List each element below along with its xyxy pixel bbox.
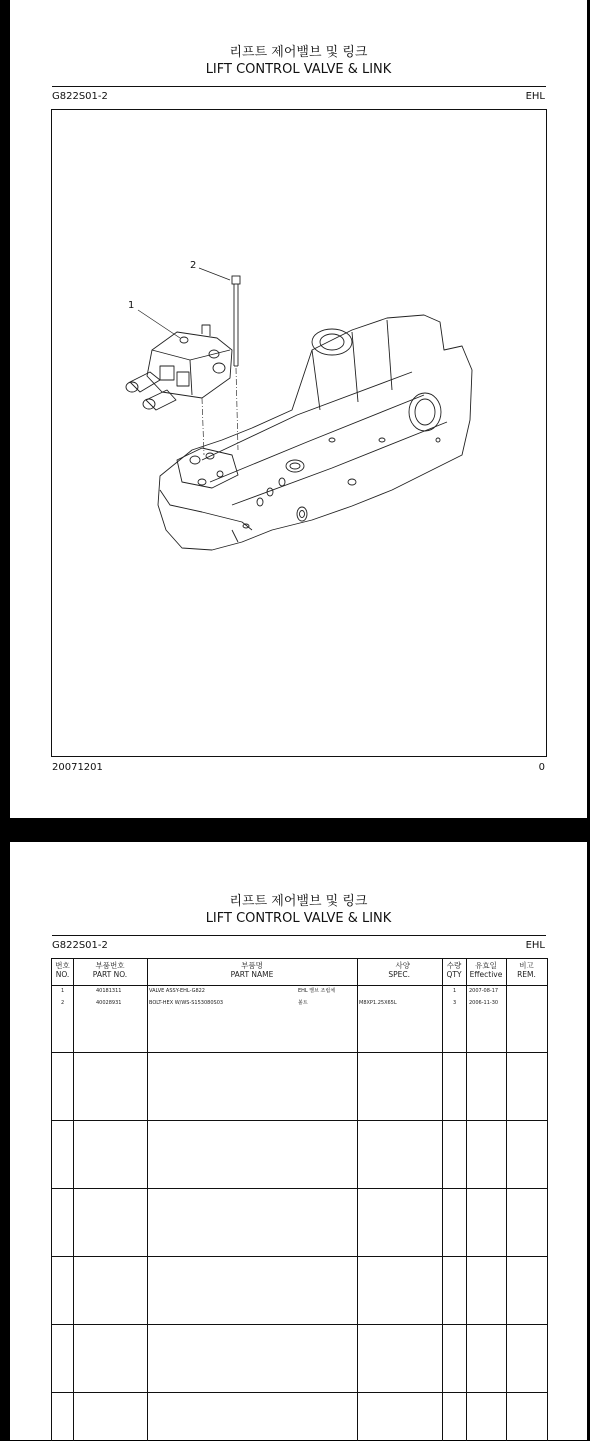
- cell-part-name-ko: EHL 밸브 조립체: [298, 988, 336, 994]
- table-row: [52, 997, 547, 1009]
- header-effective: 유효일 Effective: [469, 961, 503, 979]
- parts-list-page: [10, 842, 587, 1440]
- page-title-english: LIFT CONTROL VALVE & LINK: [205, 62, 392, 77]
- cell-part-no: 40028931: [96, 1000, 122, 1006]
- model-code: EHL: [525, 91, 545, 102]
- issue-date: 20071201: [52, 762, 103, 773]
- table-band-divider: [52, 1392, 547, 1393]
- page-title-korean: 리프트 제어밸브 및 링크: [229, 45, 368, 60]
- table-band-divider: [52, 1052, 547, 1053]
- cell-qty: 1: [453, 988, 457, 994]
- mounting-pad: [177, 448, 238, 488]
- model-code: EHL: [525, 940, 545, 951]
- cell-no: 2: [61, 1000, 65, 1006]
- cell-part-name: VALVE ASSY-EHL-G822: [149, 988, 205, 994]
- cell-effective: 2006-11-30: [469, 1000, 499, 1006]
- cell-effective: 2007-08-17: [469, 988, 499, 994]
- cell-qty: 3: [453, 1000, 457, 1006]
- callout-1: 1: [128, 300, 135, 311]
- lift-housing: [158, 315, 472, 550]
- header-rule: [52, 935, 546, 936]
- table-row: [52, 985, 547, 997]
- header-part-name: 부품명 PART NAME: [230, 961, 274, 979]
- cell-part-name-ko: 볼트: [298, 1000, 308, 1006]
- table-band-divider: [52, 1324, 547, 1325]
- header-no: 번호 NO.: [55, 961, 70, 979]
- header-qty: 수량 QTY: [446, 961, 462, 979]
- parts-table: [51, 958, 548, 1441]
- page-number: 0: [538, 762, 545, 773]
- page-title-korean: 리프트 제어밸브 및 링크: [229, 894, 368, 909]
- diagram-page: [10, 0, 587, 818]
- cell-spec: M8XP1.25X65L: [359, 1000, 397, 1006]
- section-code: G822S01-2: [52, 91, 108, 102]
- hex-bolt: [232, 276, 240, 366]
- section-code: G822S01-2: [52, 940, 108, 951]
- cell-no: 1: [61, 988, 65, 994]
- header-spec: 사양 SPEC.: [388, 961, 410, 979]
- table-band-divider: [52, 1120, 547, 1121]
- table-band-divider: [52, 1256, 547, 1257]
- exploded-diagram-frame: [51, 109, 547, 757]
- exploded-diagram: [52, 110, 546, 756]
- header-part-no: 부품번호 PART NO.: [92, 961, 128, 979]
- cell-part-name: BOLT-HEX W/WS-S153080S03: [149, 1000, 224, 1006]
- table-band-divider: [52, 1188, 547, 1189]
- page-title-english: LIFT CONTROL VALVE & LINK: [205, 911, 392, 926]
- cell-part-no: 40181311: [96, 988, 122, 994]
- header-rule: [52, 86, 546, 87]
- callout-2: 2: [190, 260, 197, 271]
- header-rem: 비고 REM.: [517, 961, 536, 979]
